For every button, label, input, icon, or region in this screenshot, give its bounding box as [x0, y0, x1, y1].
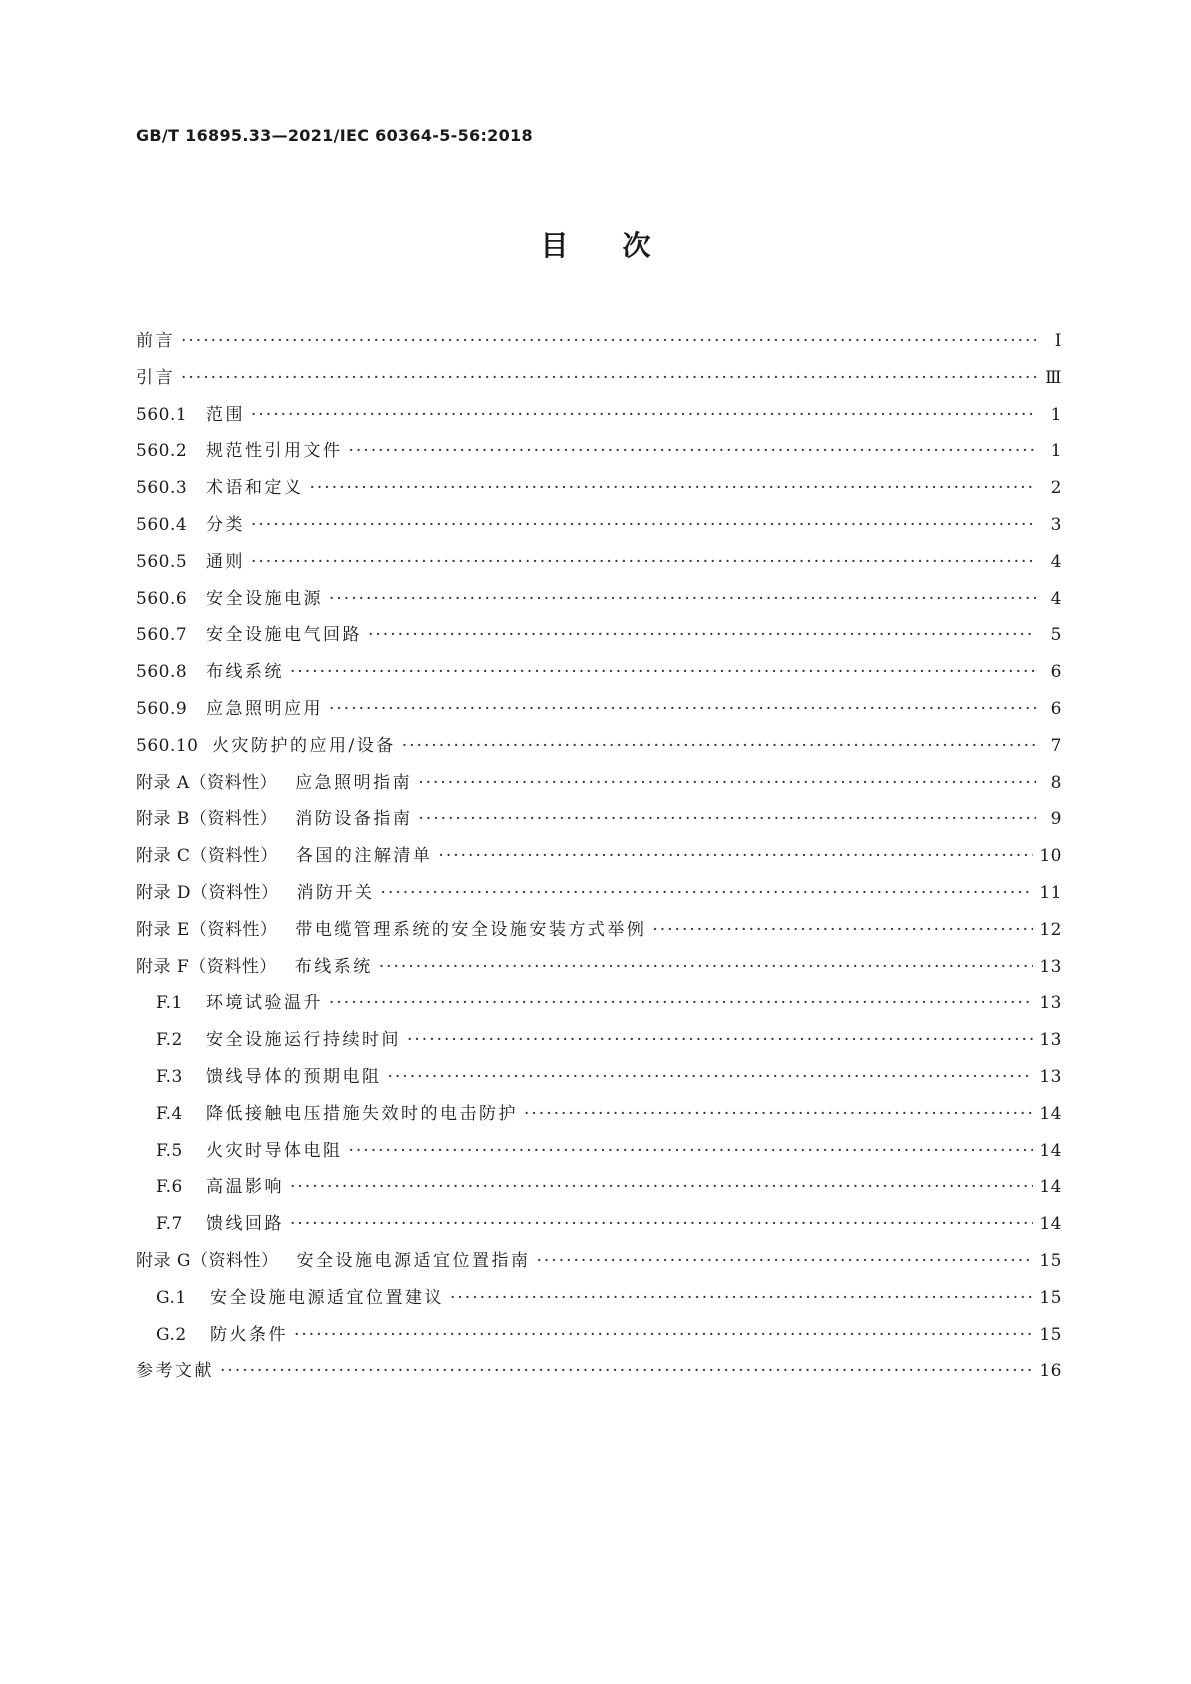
toc-entry-page: 15 — [1039, 1287, 1062, 1308]
dot-leader — [388, 1067, 1034, 1087]
toc-entry-560-4[interactable] — [136, 510, 1062, 547]
toc-entry-title: 前言 — [136, 331, 175, 351]
toc-entry-page: 14 — [1039, 1140, 1062, 1161]
toc-entry-title: 引言 — [136, 367, 175, 388]
dot-leader — [402, 736, 1036, 756]
dot-leader — [379, 957, 1034, 977]
toc-entry-title: 安全设施电源 — [206, 588, 323, 609]
toc-entry-page: 15 — [1039, 1324, 1062, 1345]
toc-entry-f-6[interactable] — [136, 1172, 1062, 1209]
dot-leader — [294, 1325, 1033, 1345]
dot-leader — [450, 1288, 1033, 1308]
toc-entry-number: 560.1 — [136, 404, 188, 425]
toc-entry-title: 安全设施电气回路 — [206, 625, 362, 646]
dot-leader — [652, 920, 1033, 940]
dot-leader — [220, 1361, 1033, 1381]
toc-entry-number: 560.9 — [136, 698, 188, 719]
toc-entry-title: 馈线回路 — [206, 1214, 284, 1235]
toc-entry-page: 1 — [1050, 404, 1062, 425]
dot-leader — [251, 405, 1036, 425]
dot-leader — [181, 368, 1036, 388]
toc-entry-560-2[interactable] — [136, 436, 1062, 473]
toc-entry-number: F.2 — [156, 1030, 183, 1051]
toc-entry-title: 安全设施电源适宜位置建议 — [210, 1287, 444, 1308]
toc-entry-title: 分类 — [206, 514, 245, 535]
toc-entry-page: 13 — [1039, 956, 1062, 977]
toc-entry-title: 消防开关 — [296, 882, 375, 903]
dot-leader — [251, 515, 1036, 535]
toc-entry-annex-c[interactable] — [136, 841, 1062, 878]
dot-leader — [407, 1030, 1033, 1050]
dot-leader — [418, 773, 1036, 793]
toc-entry-annex-e[interactable] — [136, 915, 1062, 952]
toc-entry-annex-a[interactable] — [136, 768, 1062, 805]
toc-entry-g-1[interactable] — [136, 1283, 1062, 1320]
toc-entry-number: 560.5 — [136, 551, 188, 572]
page-title: 目次 — [540, 229, 705, 262]
toc-entry-560-1[interactable] — [136, 400, 1062, 437]
toc-entry-title: 火灾防护的应用/设备 — [212, 735, 396, 756]
toc-entry-title: 带电缆管理系统的安全设施安装方式举例 — [295, 919, 647, 940]
toc-entry-number: 附录 E（资料性） — [136, 919, 278, 940]
table-of-contents — [136, 326, 1062, 1393]
toc-entry-number: F.6 — [156, 1177, 183, 1198]
dot-leader — [329, 699, 1036, 719]
dot-leader — [381, 883, 1034, 903]
toc-entry-page: 4 — [1050, 551, 1062, 572]
dot-leader — [418, 809, 1036, 829]
toc-entry-page: 3 — [1050, 514, 1062, 535]
toc-entry-title: 馈线导体的预期电阻 — [206, 1066, 382, 1087]
toc-entry-page: 14 — [1039, 1103, 1062, 1124]
toc-entry-560-5[interactable] — [136, 547, 1062, 584]
toc-entry-number: 560.10 — [136, 735, 199, 756]
dot-leader — [524, 1104, 1033, 1124]
dot-leader — [368, 625, 1036, 645]
toc-entry-page: Ⅰ — [1054, 331, 1062, 351]
dot-leader — [290, 1177, 1033, 1197]
toc-entry-number: F.4 — [156, 1103, 183, 1124]
toc-entry-page: 13 — [1039, 1066, 1062, 1087]
toc-entry-annex-g[interactable] — [136, 1246, 1062, 1283]
toc-entry-number: 附录 A（资料性） — [136, 772, 278, 793]
toc-entry-page: 12 — [1039, 919, 1062, 940]
toc-entry-title: 降低接触电压措施失效时的电击防护 — [206, 1103, 518, 1124]
dot-leader — [438, 846, 1033, 866]
toc-entry-page: 1 — [1050, 441, 1062, 462]
toc-entry-number: F.7 — [156, 1214, 183, 1235]
toc-entry-number: 附录 C（资料性） — [136, 846, 278, 867]
toc-entry-title: 参考文献 — [136, 1361, 214, 1382]
toc-entry-title: 安全设施电源适宜位置指南 — [296, 1250, 531, 1271]
toc-entry-number: 560.4 — [136, 514, 188, 535]
toc-entry-number: 560.2 — [136, 441, 188, 462]
toc-entry-page: 9 — [1050, 809, 1062, 830]
toc-entry-title: 规范性引用文件 — [206, 441, 343, 462]
toc-entry-page: 2 — [1050, 478, 1062, 499]
toc-entry-bibliography[interactable] — [136, 1356, 1062, 1393]
toc-entry-foreword[interactable] — [136, 326, 1062, 363]
toc-entry-title: 范围 — [206, 404, 245, 425]
toc-entry-title: 环境试验温升 — [206, 993, 323, 1014]
dot-leader — [329, 993, 1033, 1013]
dot-leader — [329, 589, 1036, 609]
toc-entry-page: 4 — [1050, 588, 1062, 609]
toc-entry-page: 14 — [1039, 1214, 1062, 1235]
toc-entry-annex-b[interactable] — [136, 804, 1062, 841]
toc-entry-number: F.1 — [156, 993, 183, 1014]
toc-entry-annex-d[interactable] — [136, 878, 1062, 915]
toc-entry-number: 附录 F（资料性） — [136, 956, 277, 977]
toc-entry-number: G.2 — [156, 1324, 187, 1345]
toc-entry-560-9[interactable] — [136, 694, 1062, 731]
toc-entry-title: 各国的注解清单 — [295, 846, 433, 867]
toc-entry-number: 附录 G（资料性） — [136, 1250, 279, 1271]
toc-entry-title: 高温影响 — [206, 1177, 284, 1198]
toc-entry-f-1[interactable] — [136, 988, 1062, 1025]
toc-entry-title: 火灾时导体电阻 — [206, 1140, 343, 1161]
toc-entry-page: 13 — [1039, 993, 1062, 1014]
toc-entry-number: 560.7 — [136, 625, 188, 646]
dot-leader — [181, 331, 1036, 351]
dot-leader — [310, 478, 1037, 498]
toc-entry-page: 13 — [1039, 1030, 1062, 1051]
toc-entry-f-5[interactable] — [136, 1136, 1062, 1173]
toc-entry-number: 附录 D（资料性） — [136, 882, 279, 903]
toc-entry-title: 防火条件 — [210, 1324, 288, 1345]
toc-entry-title: 消防设备指南 — [295, 809, 413, 830]
toc-entry-560-3[interactable] — [136, 473, 1062, 510]
toc-entry-title: 应急照明应用 — [206, 698, 323, 719]
toc-entry-page: 5 — [1050, 625, 1062, 646]
dot-leader — [536, 1251, 1033, 1271]
toc-entry-page: 15 — [1039, 1250, 1062, 1271]
toc-entry-number: G.1 — [156, 1287, 187, 1308]
toc-entry-g-2[interactable] — [136, 1320, 1062, 1357]
toc-entry-number: F.5 — [156, 1140, 183, 1161]
dot-leader — [290, 662, 1036, 682]
toc-entry-page: 6 — [1050, 662, 1062, 683]
toc-entry-page: 8 — [1050, 772, 1062, 793]
toc-entry-number: 560.3 — [136, 478, 188, 499]
toc-entry-page: Ⅲ — [1045, 367, 1062, 388]
toc-entry-page: 11 — [1039, 882, 1062, 903]
toc-entry-f-2[interactable] — [136, 1025, 1062, 1062]
dot-leader — [349, 441, 1037, 461]
toc-entry-introduction[interactable] — [136, 363, 1062, 400]
toc-entry-f-3[interactable] — [136, 1062, 1062, 1099]
toc-entry-560-6[interactable] — [136, 584, 1062, 621]
toc-entry-page: 14 — [1039, 1177, 1062, 1198]
toc-entry-number: F.3 — [156, 1066, 183, 1087]
toc-entry-title: 通则 — [206, 551, 245, 572]
toc-entry-number: 附录 B（资料性） — [136, 809, 278, 830]
toc-entry-title: 布线系统 — [206, 662, 284, 683]
toc-entry-560-10[interactable] — [136, 731, 1062, 768]
standard-id: GB/T 16895.33—2021/IEC 60364-5-56:2018 — [136, 126, 533, 145]
toc-entry-title: 安全设施运行持续时间 — [206, 1030, 401, 1051]
toc-entry-page: 16 — [1039, 1361, 1062, 1382]
dot-leader — [290, 1214, 1033, 1234]
toc-entry-f-7[interactable] — [136, 1209, 1062, 1246]
dot-leader — [251, 552, 1036, 572]
toc-entry-number: 560.6 — [136, 588, 188, 609]
toc-entry-560-8[interactable] — [136, 657, 1062, 694]
toc-entry-title: 术语和定义 — [206, 478, 304, 499]
toc-entry-560-7[interactable] — [136, 620, 1062, 657]
toc-entry-title: 应急照明指南 — [295, 772, 413, 793]
toc-entry-number: 560.8 — [136, 662, 188, 683]
dot-leader — [349, 1141, 1034, 1161]
toc-entry-f-4[interactable] — [136, 1099, 1062, 1136]
toc-entry-page: 7 — [1050, 735, 1062, 756]
toc-entry-page: 6 — [1050, 698, 1062, 719]
toc-entry-page: 10 — [1039, 846, 1062, 867]
toc-entry-annex-f[interactable] — [136, 952, 1062, 989]
toc-entry-title: 布线系统 — [294, 956, 373, 977]
